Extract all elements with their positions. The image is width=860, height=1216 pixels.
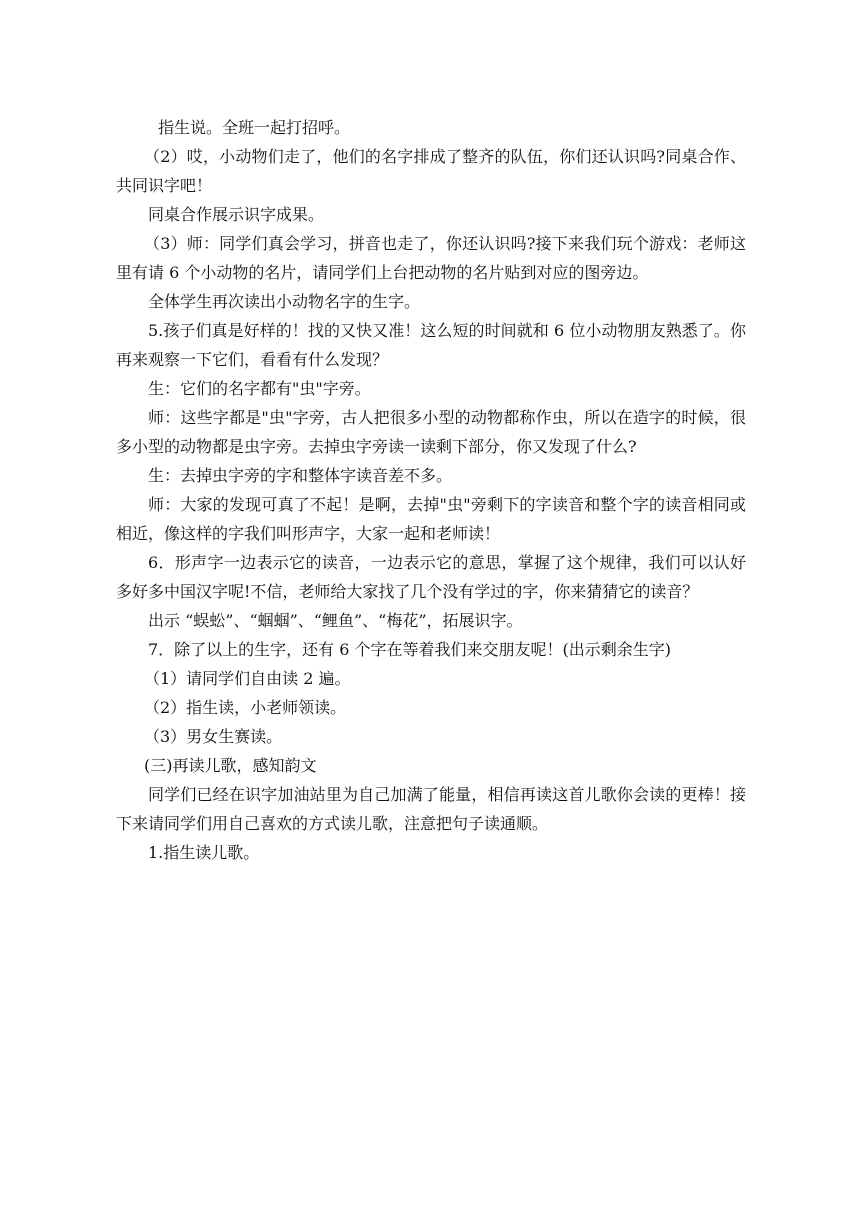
paragraph-8: 师：这些字都是"虫"字旁，古人把很多小型的动物都称作虫，所以在造字的时候，很多小型的动物都是虫字旁。去掉虫字旁读一读剩下部分，你又发现了什么? bbox=[116, 408, 746, 456]
paragraph-9: 生：去掉虫字旁的字和整体字读音差不多。 bbox=[148, 466, 453, 485]
paragraph-4: （3）师：同学们真会学习，拼音也走了，你还认识吗?接下来我们玩个游戏：老师这里有请 6 个小动物的名片，请同学们上台把动物的名片贴到对应的图旁边。 bbox=[116, 234, 746, 282]
paragraph-2: （2）哎，小动物们走了，他们的名字排成了整齐的队伍，你们还认识吗?同桌合作、共同识字吧！ bbox=[116, 147, 746, 195]
paragraph-12: 出示 “蜈蚣”、“蝈蝈”、“鲤鱼”、“梅花”，拓展识字。 bbox=[148, 611, 523, 630]
section-heading-3: (三)再读儿歌，感知韵文 bbox=[144, 756, 317, 775]
paragraph-7: 生：它们的名字都有"虫"字旁。 bbox=[148, 379, 371, 398]
paragraph-16: （3）男女生赛读。 bbox=[144, 727, 283, 746]
paragraph-14: （1）请同学们自由读 2 遍。 bbox=[144, 669, 351, 688]
paragraph-6: 5.孩子们真是好样的！找的又快又准！这么短的时间就和 6 位小动物朋友熟悉了。你再来观察一下它们，看看有什么发现？ bbox=[116, 321, 746, 369]
paragraph-19: 1.指生读儿歌。 bbox=[148, 843, 260, 862]
paragraph-3: 同桌合作展示识字成果。 bbox=[148, 205, 325, 224]
paragraph-10: 师：大家的发现可真了不起！是啊，去掉"虫"旁剩下的字读音和整个字的读音相同或相近，像这样的字我们叫形声字，大家一起和老师读！ bbox=[116, 495, 746, 543]
document-body bbox=[116, 113, 746, 867]
paragraph-15: （2）指生读，小老师领读。 bbox=[144, 698, 347, 717]
paragraph-11: 6．形声字一边表示它的读音，一边表示它的意思，掌握了这个规律，我们可以认好多好多中国汉字呢!不信，老师给大家找了几个没有学过的字，你来猜猜它的读音？ bbox=[116, 553, 746, 601]
paragraph-1: 指生说。全班一起打招呼。 bbox=[158, 118, 351, 137]
paragraph-18: 同学们已经在识字加油站里为自己加满了能量，相信再读这首儿歌你会读的更棒！接下来请同学们用自己喜欢的方式读儿歌，注意把句子读通顺。 bbox=[116, 785, 746, 833]
paragraph-13: 7．除了以上的生字，还有 6 个字在等着我们来交朋友呢！(出示剩余生字) bbox=[148, 640, 672, 659]
paragraph-5: 全体学生再次读出小动物名字的生字。 bbox=[148, 292, 421, 311]
